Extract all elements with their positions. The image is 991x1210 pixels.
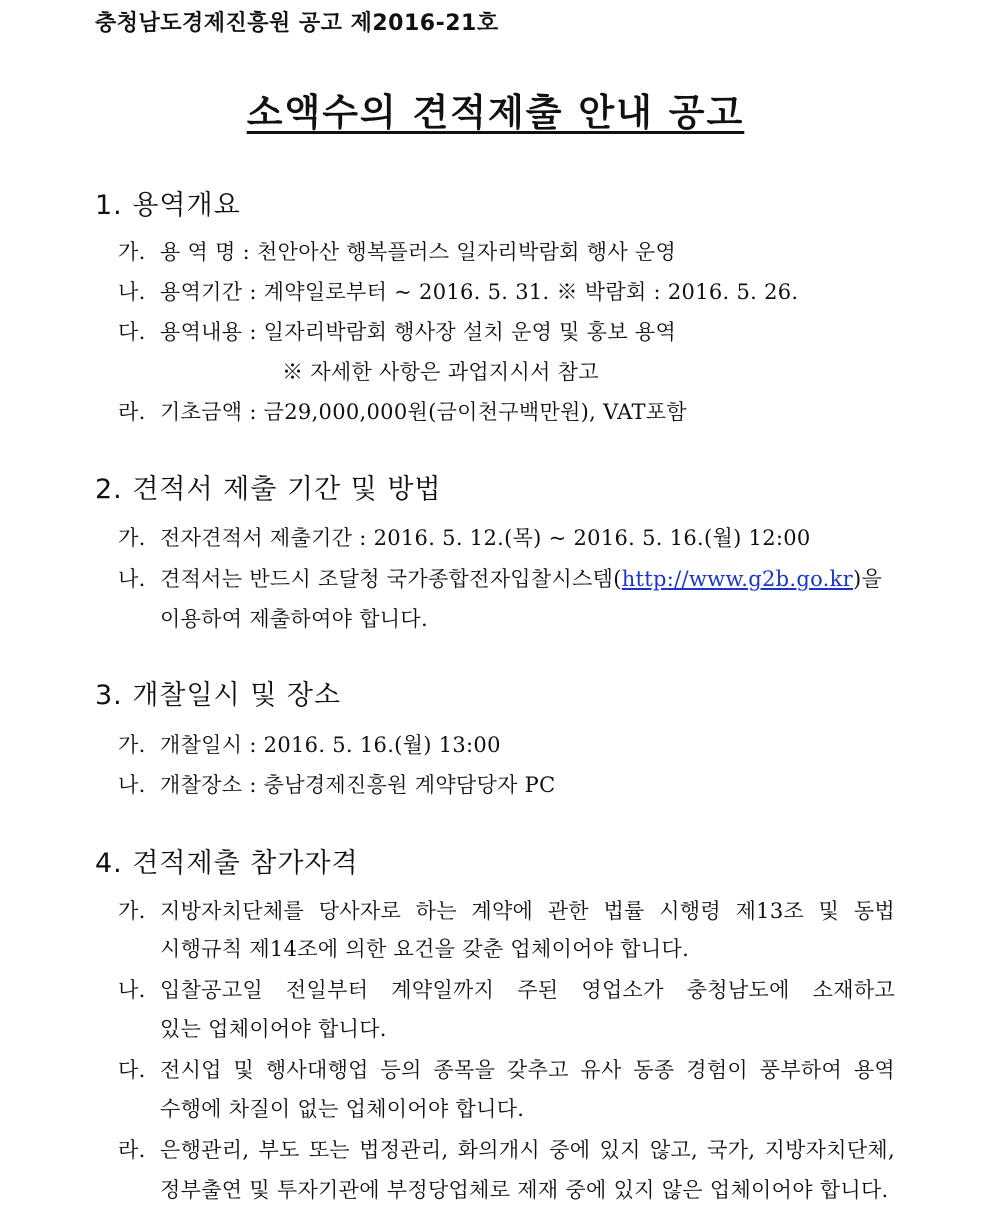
document-title-text: 소액수의 견적제출 안내 공고: [246, 91, 745, 134]
item-marker: 나.: [118, 280, 146, 304]
item-marker: 나.: [118, 567, 146, 591]
item-text: 용역내용 : 일자리박람회 행사장 설치 운영 및 홍보 용역: [160, 320, 677, 344]
item-text: 용역기간 : 계약일로부터 ~ 2016. 5. 31. ※ 박람회 : 2016. 5. 26.: [160, 280, 799, 304]
item-text-prefix: 견적서는 반드시 조달청 국가종합전자입찰시스템(: [160, 567, 622, 591]
item-marker: 다.: [118, 320, 146, 344]
notice-number: 충청남도경제진흥원 공고 제2016-21호: [95, 11, 499, 36]
item-text: 기초금액 : 금29,000,000원(금이천구백만원), VAT포함: [160, 400, 687, 424]
item-text: [160, 563, 882, 593]
item-text: 이용하여 제출하여야 합니다.: [160, 607, 428, 631]
item-marker: 나.: [118, 773, 146, 797]
item-marker: 라.: [118, 400, 146, 424]
section-3-heading: 3. 개찰일시 및 장소: [95, 680, 342, 711]
item-marker: 다.: [118, 1058, 146, 1082]
item-marker: 라.: [118, 1138, 146, 1162]
section-4-heading: 4. 견적제출 참가자격: [95, 848, 359, 879]
item-text: 은행관리, 부도 또는 법정관리, 화의개시 중에 있지 않고, 국가, 지방자치단체,: [160, 1138, 895, 1162]
item-text: 있는 업체이어야 합니다.: [160, 1017, 387, 1041]
document-title: [0, 82, 991, 136]
item-text: 시행규칙 제14조에 의한 요건을 갖춘 업체이어야 합니다.: [160, 937, 690, 961]
item-marker: 나.: [118, 978, 146, 1002]
item-marker: 가.: [118, 526, 146, 550]
section-2-heading: 2. 견적서 제출 기간 및 방법: [95, 474, 442, 505]
item-marker: 가.: [118, 899, 146, 923]
item-marker: 가.: [118, 733, 146, 757]
item-text: 용 역 명 : 천안아산 행복플러스 일자리박람회 행사 운영: [160, 240, 677, 264]
g2b-link[interactable]: http://www.g2b.go.kr: [621, 567, 853, 591]
item-marker: 가.: [118, 240, 146, 264]
item-text: 전자견적서 제출기간 : 2016. 5. 12.(목) ~ 2016. 5. 16.(월) 12:00: [160, 526, 811, 550]
item-text-suffix: )을: [853, 567, 883, 591]
item-text: 개찰일시 : 2016. 5. 16.(월) 13:00: [160, 733, 501, 757]
item-text: ※ 자세한 사항은 과업지시서 참고: [282, 360, 599, 384]
item-text: 수행에 차질이 없는 업체이어야 합니다.: [160, 1097, 525, 1121]
item-text: 전시업 및 행사대행업 등의 종목을 갖추고 유사 동종 경험이 풍부하여 용역: [160, 1058, 895, 1082]
item-text: 개찰장소 : 충남경제진흥원 계약담당자 PC: [160, 773, 556, 797]
item-text: 지방자치단체를 당사자로 하는 계약에 관한 법률 시행령 제13조 및 동법: [160, 899, 895, 923]
section-1-heading: 1. 용역개요: [95, 190, 241, 221]
item-text: 입찰공고일 전일부터 계약일까지 주된 영업소가 충청남도에 소재하고: [160, 978, 895, 1002]
item-text: 정부출연 및 투자기관에 부정당업체로 제재 중에 있지 않은 업체이어야 합니다.: [160, 1178, 889, 1202]
